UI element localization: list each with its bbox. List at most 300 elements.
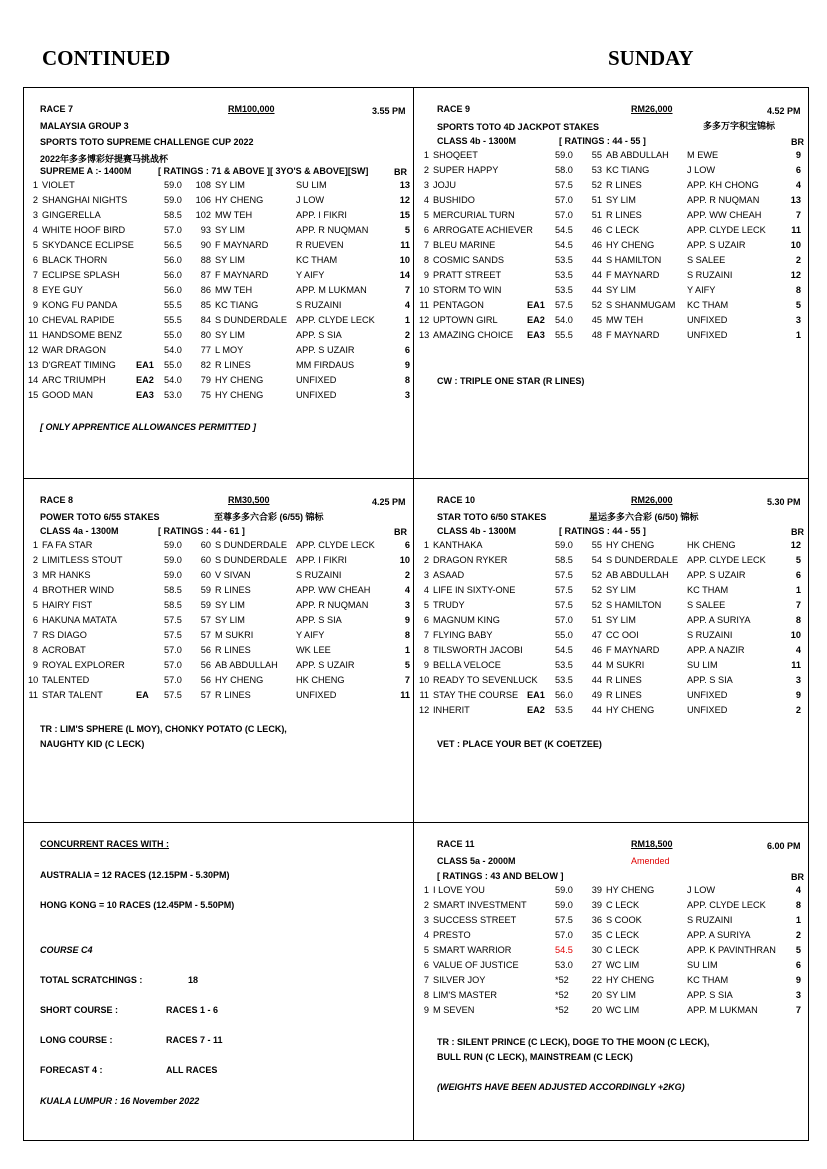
barrier: 4 (795, 885, 801, 895)
horse-name: KONG FU PANDA (42, 300, 118, 310)
jockey: C LECK (606, 900, 640, 910)
short-course-label: SHORT COURSE : (40, 1005, 119, 1015)
rating: 52 (591, 570, 602, 580)
jockey: AB ABDULLAH (606, 570, 669, 580)
barrier: 9 (795, 150, 801, 160)
barrier: 9 (404, 360, 410, 370)
weight: 56.0 (164, 285, 182, 295)
jockey: M SUKRI (606, 660, 645, 670)
runner-row (28, 615, 414, 630)
weight: 54.0 (164, 375, 182, 385)
race11-note3: (WEIGHTS HAVE BEEN ADJUSTED ACCORDINGLY +2KG) (437, 1082, 685, 1092)
horse-name: READY TO SEVENLUCK (433, 675, 538, 685)
rating: 52 (591, 300, 602, 310)
race7-time: 3.55 PM (372, 106, 406, 116)
rating: 60 (200, 570, 211, 580)
jockey: SY LIM (606, 615, 636, 625)
jockey: HY CHENG (606, 885, 655, 895)
trainer: UNFIXED (687, 315, 728, 325)
jockey: C LECK (606, 930, 640, 940)
scratchings-value: 18 (188, 975, 199, 985)
rating: 44 (591, 660, 602, 670)
info-panel (28, 823, 414, 1140)
runner-row (419, 150, 805, 165)
barrier: 12 (399, 195, 410, 205)
entry-tag: EA2 (527, 705, 545, 715)
runner-row (28, 375, 414, 390)
weight: 54.5 (555, 225, 573, 235)
race7-title: RACE 7 (40, 104, 74, 114)
horse-name: BROTHER WIND (42, 585, 114, 595)
race7-ratings: [ RATINGS : 71 & ABOVE ][ 3YO'S & ABOVE][SW] (158, 166, 369, 176)
jockey: SY LIM (606, 585, 636, 595)
rating: 86 (200, 285, 211, 295)
race10-panel (419, 479, 805, 822)
barrier: 15 (399, 210, 410, 220)
runner-number: 3 (32, 570, 38, 580)
weight: 55.5 (164, 300, 182, 310)
horse-name: ROYAL EXPLORER (42, 660, 125, 670)
header-right: SUNDAY (608, 46, 694, 70)
trainer: S RUZAINI (687, 270, 733, 280)
jockey: F MAYNARD (606, 330, 660, 340)
trainer: APP. A SURIYA (687, 615, 751, 625)
barrier: 5 (404, 225, 410, 235)
trainer: APP. A SURIYA (687, 930, 751, 940)
weight: 56.0 (164, 270, 182, 280)
horse-name: RS DIAGO (42, 630, 87, 640)
jockey: HY CHENG (215, 375, 264, 385)
horse-name: PRATT STREET (433, 270, 502, 280)
horse-name: TILSWORTH JACOBI (433, 645, 523, 655)
runner-number: 1 (423, 540, 429, 550)
weight: 57.0 (555, 210, 573, 220)
trainer: Y AIFY (296, 630, 325, 640)
rating: 79 (200, 375, 211, 385)
horse-name: HANDSOME BENZ (42, 330, 123, 340)
jockey: SY LIM (215, 180, 245, 190)
barrier: 2 (795, 705, 801, 715)
rating: 57 (200, 690, 211, 700)
runner-number: 3 (423, 570, 429, 580)
barrier: 1 (795, 585, 801, 595)
rating: 44 (591, 705, 602, 715)
runner-number: 10 (28, 315, 39, 325)
race11-runners (419, 885, 805, 1020)
rating: 27 (591, 960, 602, 970)
race8-time: 4.25 PM (372, 497, 406, 507)
horse-name: WHITE HOOF BIRD (42, 225, 126, 235)
runner-number: 9 (423, 660, 429, 670)
barrier: 7 (795, 1005, 801, 1015)
barrier: 5 (795, 945, 801, 955)
weight: 53.5 (555, 660, 573, 670)
trainer: APP. CLYDE LECK (296, 315, 375, 325)
race10-line1-cn: 星运多多六合彩 (6/50) 锦标 (589, 512, 699, 522)
horse-name: SMART WARRIOR (433, 945, 512, 955)
rating: 80 (200, 330, 211, 340)
runner-row (28, 585, 414, 600)
race8-br-header: BR (394, 527, 407, 537)
trainer: HK CHENG (296, 675, 345, 685)
weight: *52 (555, 1005, 569, 1015)
race9-ratings: [ RATINGS : 44 - 55 ] (559, 136, 646, 146)
weight: 58.5 (164, 210, 182, 220)
weight: 59.0 (164, 555, 182, 565)
jockey: CC OOI (606, 630, 639, 640)
rating: 44 (591, 675, 602, 685)
race8-line1-cn: 至尊多多六合彩 (6/55) 锦标 (214, 512, 324, 522)
runner-row (28, 555, 414, 570)
jockey: S HAMILTON (606, 600, 662, 610)
runner-row (28, 675, 414, 690)
race7-line1: MALAYSIA GROUP 3 (40, 121, 129, 131)
race7-note: [ ONLY APPRENTICE ALLOWANCES PERMITTED ] (40, 422, 257, 432)
runner-row (419, 555, 805, 570)
rating: 22 (591, 975, 602, 985)
race7-prize: RM100,000 (228, 104, 275, 114)
trainer: UNFIXED (687, 705, 728, 715)
runner-row (419, 645, 805, 660)
runner-number: 4 (423, 195, 429, 205)
runner-row (28, 210, 414, 225)
weight: 57.0 (555, 930, 573, 940)
weight: 56.5 (164, 240, 182, 250)
jockey: R LINES (606, 675, 642, 685)
runner-number: 5 (423, 600, 429, 610)
horse-name: BELLA VELOCE (433, 660, 501, 670)
race11-note1: TR : SILENT PRINCE (C LECK), DOGE TO THE MOON (C LECK), (437, 1037, 710, 1047)
race8-note1: TR : LIM'S SPHERE (L MOY), CHONKY POTATO (C LECK), (40, 724, 287, 734)
trainer: APP. S UZAIR (687, 240, 746, 250)
jockey: S HAMILTON (606, 255, 662, 265)
runner-number: 5 (32, 600, 38, 610)
trainer: HK CHENG (687, 540, 736, 550)
runner-row (419, 240, 805, 255)
weight: 57.0 (555, 195, 573, 205)
rating: 56 (200, 660, 211, 670)
rating: 93 (200, 225, 211, 235)
weight: 57.0 (164, 225, 182, 235)
long-course-label: LONG COURSE : (40, 1035, 113, 1045)
horse-name: BLEU MARINE (433, 240, 496, 250)
barrier: 8 (795, 615, 801, 625)
race11-prize: RM18,500 (631, 839, 673, 849)
runner-number: 8 (32, 285, 38, 295)
trainer: APP. R NUQMAN (296, 600, 369, 610)
rating: 102 (195, 210, 211, 220)
barrier: 6 (795, 165, 801, 175)
horse-name: SHOQEET (433, 150, 478, 160)
horse-name: LIM'S MASTER (433, 990, 498, 1000)
trainer: APP. CLYDE LECK (687, 900, 766, 910)
runner-number: 8 (423, 990, 429, 1000)
barrier: 3 (795, 315, 801, 325)
barrier: 3 (404, 390, 410, 400)
race9-class: CLASS 4b - 1300M (437, 136, 517, 146)
trainer: KC THAM (687, 300, 729, 310)
jockey: R LINES (606, 180, 642, 190)
horse-name: UPTOWN GIRL (433, 315, 498, 325)
trainer: APP. CLYDE LECK (687, 555, 766, 565)
race11-amended: Amended (631, 856, 670, 866)
runner-number: 6 (423, 225, 429, 235)
weight: 54.5 (555, 240, 573, 250)
trainer: UNFIXED (687, 690, 728, 700)
jockey: R LINES (215, 645, 251, 655)
rating: 49 (591, 690, 602, 700)
runner-number: 13 (419, 330, 430, 340)
runner-row (419, 300, 805, 315)
horse-name: LIFE IN SIXTY-ONE (433, 585, 516, 595)
weight: 57.5 (164, 630, 182, 640)
race10-note: VET : PLACE YOUR BET (K COETZEE) (437, 739, 602, 749)
barrier: 1 (404, 315, 410, 325)
rating: 44 (591, 285, 602, 295)
weight: 55.0 (164, 360, 182, 370)
weight: 53.5 (555, 270, 573, 280)
weight: 53.5 (555, 705, 573, 715)
horse-name: SHANGHAI NIGHTS (42, 195, 128, 205)
rating: 51 (591, 195, 602, 205)
runner-row (419, 285, 805, 300)
runner-number: 4 (423, 930, 429, 940)
rating: 44 (591, 270, 602, 280)
race7-class: SUPREME A :- 1400M (40, 166, 132, 176)
runner-number: 2 (32, 555, 38, 565)
runner-row (419, 930, 805, 945)
weight: 53.5 (555, 285, 573, 295)
rating: 54 (591, 555, 602, 565)
runner-number: 3 (423, 180, 429, 190)
horse-name: PRESTO (433, 930, 471, 940)
jockey: HY CHENG (606, 540, 655, 550)
runner-row (28, 255, 414, 270)
barrier: 13 (790, 195, 801, 205)
runner-number: 4 (423, 585, 429, 595)
horse-name: AMAZING CHOICE (433, 330, 514, 340)
horse-name: KANTHAKA (433, 540, 483, 550)
jockey: R LINES (215, 360, 251, 370)
barrier: 4 (795, 180, 801, 190)
horse-name: ASAAD (433, 570, 465, 580)
horse-name: JOJU (433, 180, 456, 190)
weight: 53.5 (555, 255, 573, 265)
barrier: 4 (795, 645, 801, 655)
horse-name: ACROBAT (42, 645, 86, 655)
rating: 45 (591, 315, 602, 325)
jockey: AB ABDULLAH (215, 660, 278, 670)
runner-number: 8 (32, 645, 38, 655)
race9-runners (419, 150, 805, 345)
runner-row (419, 945, 805, 960)
runner-number: 12 (419, 705, 430, 715)
horse-name: STORM TO WIN (433, 285, 502, 295)
horse-name: SUPER HAPPY (433, 165, 499, 175)
trainer: APP. S SIA (296, 615, 342, 625)
trainer: APP. WW CHEAH (687, 210, 762, 220)
header-left: CONTINUED (42, 46, 171, 70)
barrier: 14 (399, 270, 410, 280)
runner-row (28, 225, 414, 240)
trainer: APP. S SIA (296, 330, 342, 340)
rating: 57 (200, 630, 211, 640)
runner-number: 1 (423, 150, 429, 160)
runner-number: 6 (32, 615, 38, 625)
weight: 59.0 (164, 180, 182, 190)
rating: 59 (200, 585, 211, 595)
horse-name: PENTAGON (433, 300, 484, 310)
barrier: 12 (790, 540, 801, 550)
jockey: HY CHENG (215, 675, 264, 685)
trainer: APP. CLYDE LECK (687, 225, 766, 235)
rating: 53 (591, 165, 602, 175)
forecast-value: ALL RACES (166, 1065, 218, 1075)
rating: 87 (200, 270, 211, 280)
horse-name: SUCCESS STREET (433, 915, 517, 925)
race7-line2: SPORTS TOTO SUPREME CHALLENGE CUP 2022 (40, 137, 254, 147)
horse-name: CHEVAL RAPIDE (42, 315, 115, 325)
jockey: HY CHENG (606, 240, 655, 250)
jockey: SY LIM (215, 600, 245, 610)
runner-number: 11 (28, 690, 38, 700)
horse-name: INHERIT (433, 705, 470, 715)
weight: 57.5 (555, 585, 573, 595)
barrier: 3 (404, 600, 410, 610)
runner-row (419, 900, 805, 915)
race-card-grid (23, 87, 809, 1141)
runner-row (419, 660, 805, 675)
entry-tag: EA3 (136, 390, 154, 400)
runner-row (28, 345, 414, 360)
barrier: 6 (404, 540, 410, 550)
rating: 77 (200, 345, 211, 355)
jockey: HY CHENG (606, 705, 655, 715)
rating: 59 (200, 600, 211, 610)
trainer: APP. WW CHEAH (296, 585, 371, 595)
concurrent-heading: CONCURRENT RACES WITH : (40, 839, 169, 849)
horse-name: DRAGON RYKER (433, 555, 508, 565)
rating: 90 (200, 240, 211, 250)
runner-row (28, 600, 414, 615)
runner-row (419, 180, 805, 195)
jockey: S SHANMUGAM (606, 300, 676, 310)
horse-name: STAR TALENT (42, 690, 103, 700)
trainer: J LOW (687, 885, 716, 895)
runner-row (419, 165, 805, 180)
runner-number: 11 (419, 300, 429, 310)
race10-time: 5.30 PM (767, 497, 801, 507)
weight: 58.0 (555, 165, 573, 175)
trainer: APP. CLYDE LECK (296, 540, 375, 550)
weight: 56.0 (164, 255, 182, 265)
runner-number: 9 (423, 270, 429, 280)
race7-runners (28, 180, 414, 405)
horse-name: ARROGATE ACHIEVER (433, 225, 533, 235)
runner-row (28, 315, 414, 330)
jockey: SY LIM (606, 285, 636, 295)
trainer: APP. M LUKMAN (687, 1005, 758, 1015)
horse-name: ARC TRIUMPH (42, 375, 106, 385)
runner-number: 2 (32, 195, 38, 205)
jockey: HY CHENG (215, 390, 264, 400)
jockey: WC LIM (606, 960, 640, 970)
horse-name: BUSHIDO (433, 195, 475, 205)
trainer: S RUZAINI (687, 630, 733, 640)
trainer: APP. K PAVINTHRAN (687, 945, 776, 955)
long-course-value: RACES 7 - 11 (166, 1035, 223, 1045)
horse-name: I LOVE YOU (433, 885, 485, 895)
runner-number: 7 (32, 270, 38, 280)
jockey: SY LIM (215, 225, 245, 235)
jockey: S DUNDERDALE (215, 555, 287, 565)
barrier: 6 (795, 960, 801, 970)
race9-prize: RM26,000 (631, 104, 673, 114)
barrier: 1 (795, 915, 801, 925)
runner-number: 1 (423, 885, 429, 895)
rating: 60 (200, 555, 211, 565)
runner-row (28, 690, 414, 705)
horse-name: BLACK THORN (42, 255, 108, 265)
runner-number: 14 (28, 375, 39, 385)
weight: 57.5 (555, 570, 573, 580)
weight: 58.5 (164, 600, 182, 610)
race7-panel (28, 88, 414, 478)
barrier: 1 (404, 645, 410, 655)
entry-tag: EA3 (527, 330, 545, 340)
entry-tag: EA1 (527, 690, 545, 700)
runner-row (28, 660, 414, 675)
runner-row (28, 630, 414, 645)
jockey: F MAYNARD (215, 240, 269, 250)
runner-row (419, 1005, 805, 1020)
jockey: L MOY (215, 345, 244, 355)
runner-row (28, 270, 414, 285)
weight: 57.0 (164, 660, 182, 670)
runner-number: 7 (423, 240, 429, 250)
runner-row (28, 330, 414, 345)
rating: 51 (591, 615, 602, 625)
race9-line1: SPORTS TOTO 4D JACKPOT STAKES (437, 122, 600, 132)
race10-prize: RM26,000 (631, 495, 673, 505)
runner-number: 15 (28, 390, 39, 400)
runner-row (28, 540, 414, 555)
runner-number: 7 (423, 975, 429, 985)
runner-number: 7 (423, 630, 429, 640)
runner-row (419, 585, 805, 600)
weight: 59.0 (164, 195, 182, 205)
runner-row (28, 240, 414, 255)
trainer: S RUZAINI (687, 915, 733, 925)
rating: 108 (195, 180, 211, 190)
trainer: APP. S UZAIR (296, 345, 355, 355)
runner-number: 10 (419, 675, 430, 685)
runner-row (419, 255, 805, 270)
weight: 54.0 (555, 315, 573, 325)
entry-tag: EA1 (136, 360, 154, 370)
weight: 54.5 (555, 945, 573, 955)
barrier: 9 (404, 615, 410, 625)
race10-runners (419, 540, 805, 720)
trainer: UNFIXED (296, 690, 337, 700)
race11-panel (419, 823, 805, 1140)
trainer: J LOW (687, 165, 716, 175)
weight: 59.0 (555, 885, 573, 895)
runner-number: 6 (423, 960, 429, 970)
runner-number: 6 (423, 615, 429, 625)
entry-tag: EA (136, 690, 149, 700)
trainer: R RUEVEN (296, 240, 344, 250)
